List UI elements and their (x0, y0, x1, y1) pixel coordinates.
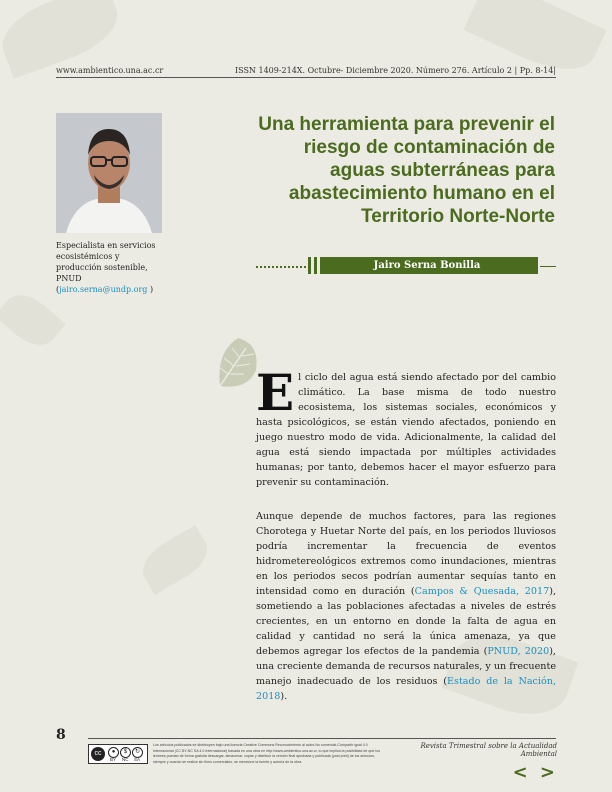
sharealike-icon: ↻ (132, 747, 143, 758)
cc-label: NC (122, 757, 129, 762)
author-email-link[interactable]: jairo.serna@undp.org (59, 285, 148, 294)
journal-url[interactable]: www.ambientico.una.ac.cr (56, 66, 164, 75)
leaf-icon (216, 334, 260, 390)
author-name: Jairo Serna Bonilla (320, 257, 534, 274)
citation-link[interactable]: PNUD, 2020 (487, 646, 550, 657)
paragraph-2-text: ), una creciente demanda de recursos naturales, y un frecuente manejo inadecuado de los residuos ( (256, 646, 556, 687)
banner-bars (308, 257, 320, 274)
author-portrait-icon (56, 113, 162, 233)
cc-label: SA (134, 757, 141, 762)
paragraph-2-text: Aunque depende de muchos factores, para las regiones Chorotega y Huetar Norte del país, en los periodos lluviosos podría incrementar la frecuencia de eventos hidrometereológicos extremos como inundaciones, mientras en los periodos secos podrían aumentar sequías tanto en intensidad como en duración ( (256, 511, 556, 597)
author-bio (56, 240, 166, 295)
creative-commons-badge[interactable] (88, 744, 148, 764)
footer-divider (88, 738, 556, 739)
paragraph-2-text: ). (280, 691, 288, 702)
citation-link[interactable]: Campos & Quesada, 2017 (414, 586, 550, 597)
issn-info: ISSN 1409-214X. Octubre- Diciembre 2020. Número 276. Artículo 2 | Pp. 8-14| (234, 66, 556, 75)
paragraph-1-text: l ciclo del agua está siendo afectado por del cambio climático. La base misma de todo nuestro ecosistema, los sistemas sociales, económicos y hasta psicológicos, se están viendo afectados, poniendo en juego nuestro modo de vida. Adicionalmente, la calidad del agua está siendo impactada por múltiples actividades humanas; por tanto, debemos hacer el mayor esfuerzo para prevenir su contaminación. (256, 372, 556, 488)
attribution-icon: ● (108, 747, 119, 758)
license-text: Los artículos publicados se distribuyen bajo una licencia Creative Commons Reconocimiento al autor-No comercial-Compartir igual 4.0 Internacional (CC BY-NC SA 4.0 Internacional) basada en una obra en http://www.ambientico.una.ac.cr, lo que implica la posibilidad de que los lectores puedan de forma gratuita descargar, almacenar, copiar y distribuir la versión final aprobada y publicada (post print) de los artículos, siempre y cuando se realice sin fines comerciales, se mencione la fuente y autoría de la obra. (153, 743, 381, 764)
bio-close: ) (147, 285, 154, 294)
paragraph-2 (256, 509, 556, 704)
article-title: Una herramienta para prevenir el riesgo de contaminación de aguas subterráneas para abastecimiento humano en el Territorio Norte-Norte (258, 114, 555, 227)
paragraph-2-text: ), sometiendo a las poblaciones afectadas a niveles de estrés crecientes, en un entorno en donde la falta de agua en calidad y cantidad no será la única amenaza, ya que debemos agregar los efectos de la pandemia ( (256, 586, 556, 657)
page-nav-arrows[interactable]: < > (512, 762, 558, 783)
cc-label: BY (110, 757, 117, 762)
bio-text: Especialista en servicios ecosistémicos y producción sostenible, PNUD ( (56, 241, 156, 294)
noncommercial-icon: $ (120, 747, 131, 758)
background-leaf-shape (0, 285, 66, 354)
header-divider (56, 77, 556, 78)
journal-name: Revista Trimestral sobre la Actualidad Ambiental (420, 742, 557, 758)
citation-link[interactable]: Estado de la Nación, 2018 (256, 676, 556, 702)
author-banner (256, 256, 556, 276)
cc-logo-icon: cc (91, 747, 105, 761)
page-number: 8 (56, 727, 66, 743)
banner-tail-line (540, 266, 556, 267)
paragraph-1 (256, 363, 556, 490)
author-photo (56, 113, 162, 233)
background-leaf-shape (135, 525, 216, 595)
dotted-line (256, 266, 306, 268)
banner-end (534, 257, 538, 274)
article-body (256, 363, 556, 723)
drop-cap: E (256, 363, 295, 422)
